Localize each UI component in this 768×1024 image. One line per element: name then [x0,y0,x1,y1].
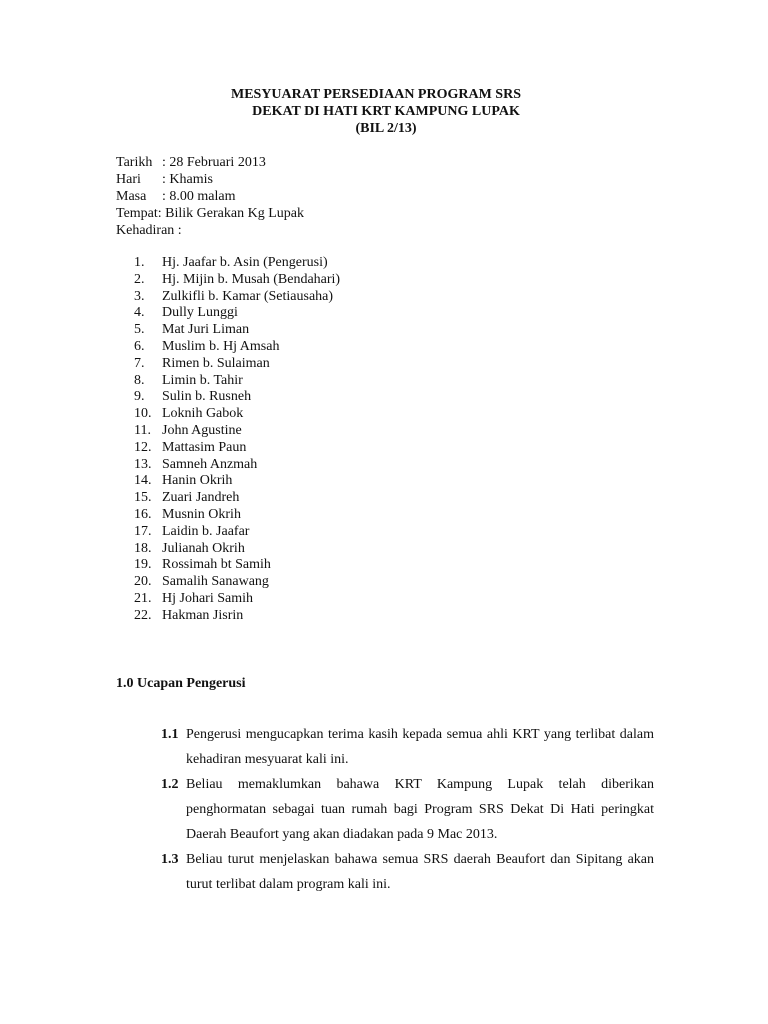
attendee-number: 6. [134,338,145,354]
attendee-name: Zulkifli b. Kamar (Setiausaha) [162,288,334,304]
attendee-item [134,507,340,524]
attendee-item [134,272,340,289]
attendee-number: 10. [134,406,152,422]
attendee-item [134,440,340,457]
date-label: Tarikh [116,155,153,170]
attendee-item [134,406,340,423]
venue-row: Tempat: Bilik Gerakan Kg Lupak [116,206,304,221]
time-value: : 8.00 malam [162,189,236,204]
section-heading: 1.0 Ucapan Pengerusi [116,676,246,691]
attendee-number: 21. [134,590,152,606]
attendee-number: 17. [134,523,152,539]
attendee-item [134,322,340,339]
attendee-number: 14. [134,473,152,489]
item-number: 1.1 [161,727,179,742]
attendee-number: 19. [134,557,152,573]
title-line-2: DEKAT DI HATI KRT KAMPUNG LUPAK [252,104,520,119]
section-item [161,772,654,847]
attendee-name: Hj. Mijin b. Musah (Bendahari) [162,271,341,287]
attendee-number: 5. [134,322,145,338]
attendee-name: Rossimah bt Samih [162,557,271,573]
attendee-name: Julianah Okrih [162,540,245,556]
item-text: Pengerusi mengucapkan terima kasih kepada semua ahli KRT yang terlibat dalam kehadiran mesyuarat kali ini. [186,727,654,767]
attendee-name: Limin b. Tahir [162,372,243,388]
day-value: : Khamis [162,172,213,187]
item-number: 1.2 [161,777,179,792]
section-items [161,722,654,897]
time-row [116,188,304,205]
attendance-label: Kehadiran : [116,223,182,238]
attendee-name: Laidin b. Jaafar [162,523,250,539]
attendee-number: 15. [134,490,152,506]
attendee-number: 22. [134,607,152,623]
attendee-item [134,524,340,541]
attendee-item [134,574,340,591]
item-text: Beliau memaklumkan bahawa KRT Kampung Lupak telah diberikan penghormatan sebagai tuan rumah bagi Program SRS Dekat Di Hati peringkat Daerah Beaufort yang akan diadakan pada 9 Mac 2013. [186,777,654,842]
attendee-number: 2. [134,271,145,287]
date-value: : 28 Februari 2013 [162,155,266,170]
attendee-item [134,423,340,440]
attendee-number: 9. [134,389,145,405]
attendee-name: Musnin Okrih [162,506,241,522]
meeting-details [116,154,304,239]
item-text: Beliau turut menjelaskan bahawa semua SRS daerah Beaufort dan Sipitang akan turut terlibat dalam program kali ini. [186,852,654,892]
attendee-number: 18. [134,540,152,556]
attendee-name: Samneh Anzmah [162,456,258,472]
attendee-number: 3. [134,288,145,304]
attendee-item [134,339,340,356]
attendee-item [134,305,340,322]
attendee-number: 4. [134,305,145,321]
attendee-name: Hj. Jaafar b. Asin (Pengerusi) [162,255,328,270]
attendee-number: 20. [134,574,152,590]
attendee-item [134,289,340,306]
day-label: Hari [116,172,141,187]
attendee-name: Hanin Okrih [162,473,233,489]
title-line-3: (BIL 2/13) [355,121,417,136]
attendee-list [134,255,340,625]
attendee-number: 8. [134,372,145,388]
attendee-name: Samalih Sanawang [162,574,269,590]
attendee-item [134,356,340,373]
document-title [0,86,768,137]
attendee-item [134,373,340,390]
attendee-name: Loknih Gabok [162,406,244,422]
attendee-item [134,541,340,558]
attendee-item [134,490,340,507]
attendee-number: 13. [134,456,152,472]
time-label: Masa [116,189,147,204]
attendee-name: Zuari Jandreh [162,490,240,506]
day-row [116,171,304,188]
attendee-item [134,557,340,574]
attendee-item [134,255,340,272]
attendee-name: Muslim b. Hj Amsah [162,338,280,354]
attendee-name: Mattasim Paun [162,439,247,455]
attendee-number: 1. [134,255,145,270]
title-line-1: MESYUARAT PERSEDIAAN PROGRAM SRS [230,87,521,102]
section-item [161,722,654,772]
attendee-number: 7. [134,355,145,371]
attendee-item [134,457,340,474]
attendee-name: Rimen b. Sulaiman [162,355,270,371]
section-item [161,847,654,897]
attendee-number: 11. [134,422,151,438]
attendee-name: John Agustine [162,422,242,438]
attendee-item [134,591,340,608]
date-row [116,154,304,171]
attendee-name: Dully Lunggi [162,305,238,321]
item-number: 1.3 [161,852,179,867]
attendee-item [134,389,340,406]
attendee-name: Sulin b. Rusneh [162,389,252,405]
attendee-number: 16. [134,506,152,522]
attendee-name: Hakman Jisrin [162,607,244,623]
attendee-name: Mat Juri Liman [162,322,250,338]
attendee-number: 12. [134,439,152,455]
attendee-item [134,473,340,490]
attendee-name: Hj Johari Samih [162,590,253,606]
attendee-item [134,608,340,625]
